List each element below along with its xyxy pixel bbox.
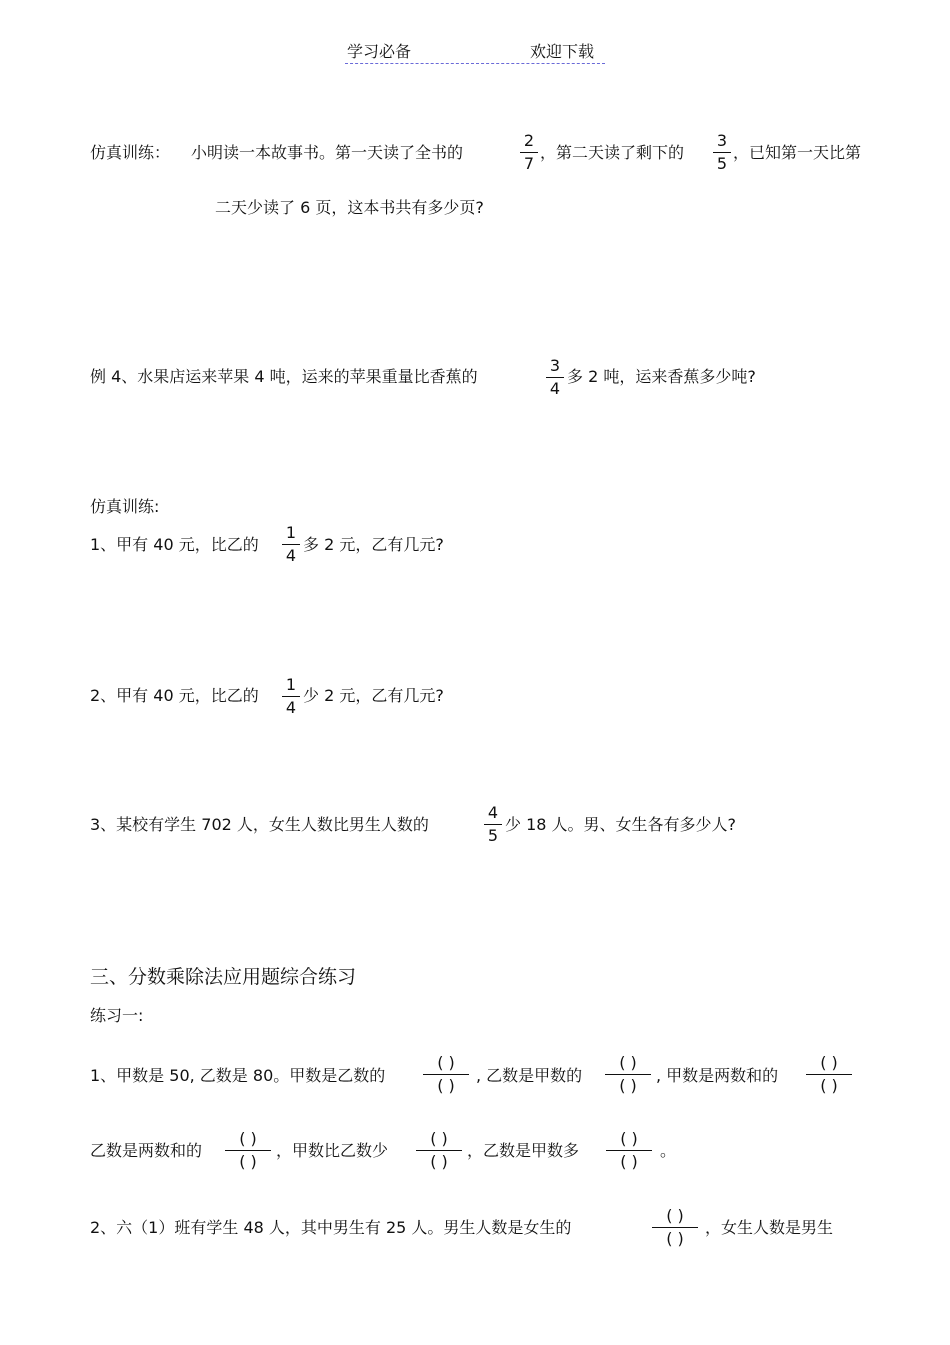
blank-denominator: ( ) bbox=[620, 1152, 638, 1171]
header-divider bbox=[345, 63, 605, 64]
denominator: 7 bbox=[523, 154, 535, 173]
problem-text: 小明读一本故事书。第一天读了全书的 bbox=[191, 143, 464, 162]
numerator: 2 bbox=[523, 131, 535, 150]
question-text: ，甲数比乙数少 bbox=[276, 1141, 389, 1160]
fraction bbox=[546, 357, 564, 398]
practice-label: 仿真训练: bbox=[90, 497, 160, 516]
question-text: 2、六（1）班有学生 48 人，其中男生有 25 人。男生人数是女生的 bbox=[90, 1218, 572, 1237]
denominator: 5 bbox=[487, 826, 499, 845]
numerator: 3 bbox=[716, 131, 728, 150]
question-text: 少 2 元，乙有几元? bbox=[303, 686, 444, 705]
blank-fraction bbox=[225, 1130, 271, 1171]
question-text: ，乙数是甲数多 bbox=[467, 1141, 580, 1160]
question-text: , 乙数是甲数的 bbox=[476, 1066, 583, 1085]
blank-numerator: ( ) bbox=[239, 1129, 257, 1148]
question-text: 2、甲有 40 元，比乙的 bbox=[90, 686, 259, 705]
blank-numerator: ( ) bbox=[820, 1053, 838, 1072]
blank-fraction bbox=[652, 1207, 698, 1248]
denominator: 4 bbox=[549, 379, 561, 398]
example-text: 例 4、水果店运来苹果 4 吨，运来的苹果重量比香蕉的 bbox=[90, 367, 478, 386]
fraction bbox=[282, 524, 300, 565]
blank-denominator: ( ) bbox=[239, 1152, 257, 1171]
header-right: 欢迎下载 bbox=[530, 42, 595, 61]
problem-text: 二天少读了 6 页，这本书共有多少页? bbox=[215, 198, 484, 217]
denominator: 4 bbox=[285, 698, 297, 717]
question-text: 少 18 人。男、女生各有多少人? bbox=[505, 815, 737, 834]
question-text: 乙数是两数和的 bbox=[90, 1141, 203, 1160]
blank-denominator: ( ) bbox=[619, 1076, 637, 1095]
fraction bbox=[520, 132, 538, 173]
question-text: , 甲数是两数和的 bbox=[656, 1066, 779, 1085]
numerator: 1 bbox=[285, 675, 297, 694]
section-subtitle: 练习一: bbox=[90, 1006, 144, 1025]
blank-numerator: ( ) bbox=[437, 1053, 455, 1072]
numerator: 3 bbox=[549, 356, 561, 375]
blank-fraction bbox=[416, 1130, 462, 1171]
blank-numerator: ( ) bbox=[666, 1206, 684, 1225]
practice-label: 仿真训练： bbox=[90, 143, 171, 162]
blank-numerator: ( ) bbox=[620, 1129, 638, 1148]
question-text: 3、某校有学生 702 人，女生人数比男生人数的 bbox=[90, 815, 429, 834]
blank-denominator: ( ) bbox=[820, 1076, 838, 1095]
denominator: 5 bbox=[716, 154, 728, 173]
question-text: 1、甲数是 50, 乙数是 80。甲数是乙数的 bbox=[90, 1066, 386, 1085]
question-text: 1、甲有 40 元，比乙的 bbox=[90, 535, 259, 554]
numerator: 4 bbox=[487, 803, 499, 822]
fraction bbox=[282, 676, 300, 717]
question-text: ，女生人数是男生 bbox=[705, 1218, 834, 1237]
header-left: 学习必备 bbox=[347, 42, 412, 61]
blank-numerator: ( ) bbox=[430, 1129, 448, 1148]
blank-fraction bbox=[423, 1054, 469, 1095]
question-text: 。 bbox=[660, 1141, 677, 1160]
blank-denominator: ( ) bbox=[430, 1152, 448, 1171]
blank-fraction bbox=[605, 1054, 651, 1095]
question-text: 多 2 元，乙有几元? bbox=[303, 535, 444, 554]
problem-text: ，第二天读了剩下的 bbox=[540, 143, 685, 162]
blank-numerator: ( ) bbox=[619, 1053, 637, 1072]
fraction bbox=[713, 132, 731, 173]
denominator: 4 bbox=[285, 546, 297, 565]
blank-denominator: ( ) bbox=[437, 1076, 455, 1095]
fraction bbox=[484, 804, 502, 845]
blank-denominator: ( ) bbox=[666, 1229, 684, 1248]
numerator: 1 bbox=[285, 523, 297, 542]
blank-fraction bbox=[606, 1130, 652, 1171]
blank-fraction bbox=[806, 1054, 852, 1095]
example-text: 多 2 吨，运来香蕉多少吨? bbox=[567, 367, 756, 386]
problem-text: ，已知第一天比第 bbox=[733, 143, 862, 162]
section-title: 三、分数乘除法应用题综合练习 bbox=[90, 966, 357, 988]
